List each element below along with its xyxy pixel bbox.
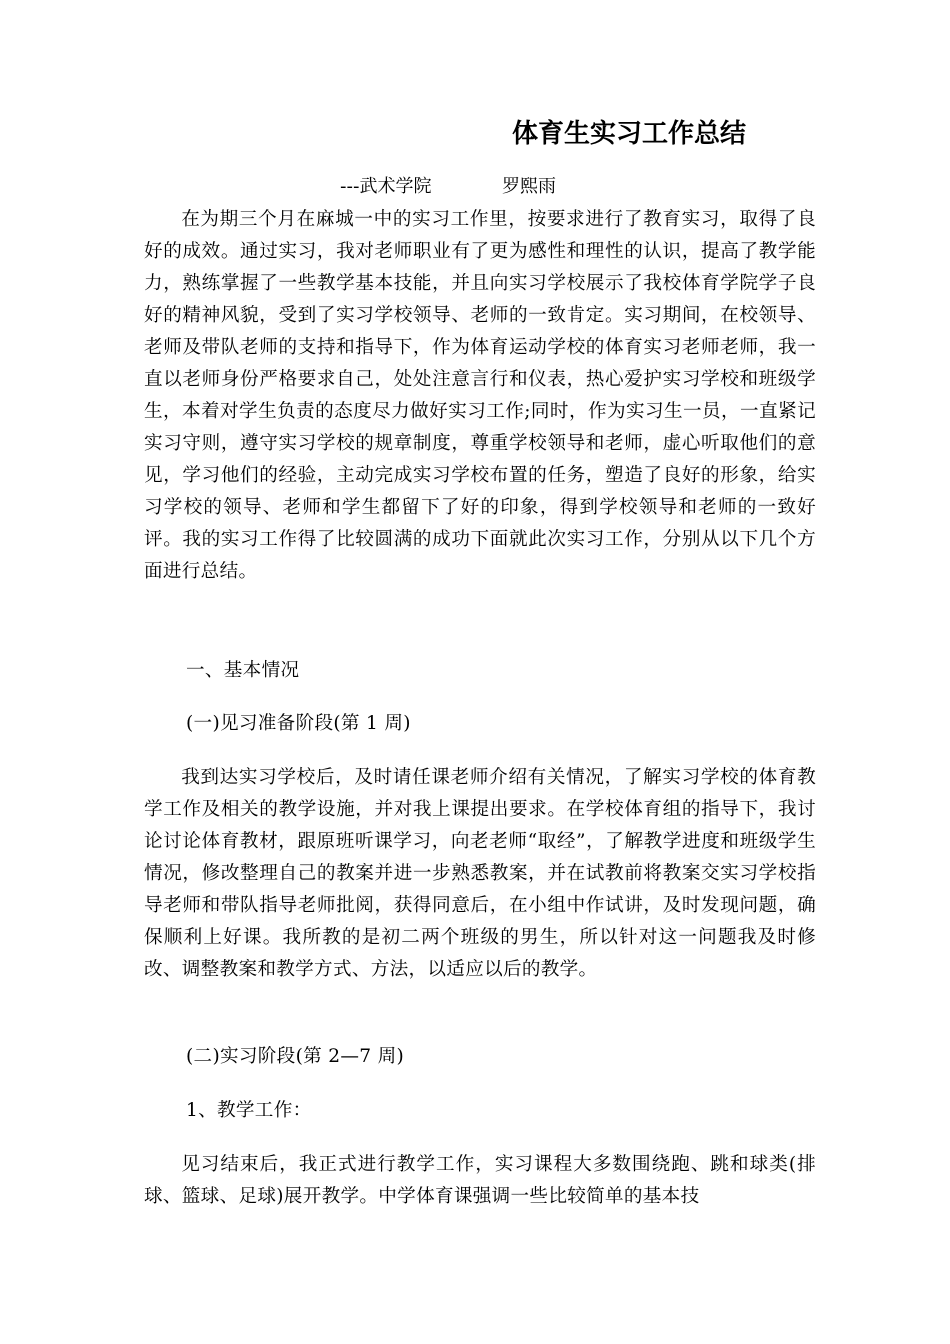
preparation-paragraph: 我到达实习学校后，及时请任课老师介绍有关情况，了解实习学校的体育教学工作及相关的教学设施，并对我上课提出要求。在学校体育组的指导下，我讨论讨论体育教材，跟原班听课学习，向老老师“取经”，了解教学进度和班级学生情况，修改整理自己的教案并进一步熟悉教案，并在试教前将教案交实习学校指导老师和带队指导老师批阅，获得同意后，在小组中作试讲，及时发现问题，确保顺利上好课。我所教的是初二两个班级的男生，所以针对这一问题我及时修改、调整教案和教学方式、方法，以适应以后的教学。 (144, 767, 816, 980)
section-heading-basic: 一、基本情况 (186, 660, 300, 681)
subsection-heading-preparation: (一)见习准备阶段(第 1 周) (186, 713, 411, 734)
byline-author: 罗熙雨 (502, 176, 556, 197)
item-heading-teaching: 1、教学工作： (186, 1100, 312, 1121)
subsection-heading-internship: (二)实习阶段(第 2—7 周) (186, 1046, 405, 1067)
document-title: 体育生实习工作总结 (512, 119, 747, 149)
intro-paragraph: 在为期三个月在麻城一中的实习工作里，按要求进行了教育实习，取得了良好的成效。通过实习，我对老师职业有了更为感性和理性的认识，提高了教学能力，熟练掌握了一些教学基本技能，并且向实习学校展示了我校体育学院学子良好的精神风貌，受到了实习学校领导、老师的一致肯定。实习期间，在校领导、老师及带队老师的支持和指导下，作为体育运动学校的体育实习老师老师，我一直以老师身份严格要求自己，处处注意言行和仪表，热心爱护实习学校和班级学生，本着对学生负责的态度尽力做好实习工作;同时，作为实习生一员，一直紧记实习守则，遵守实习学校的规章制度，尊重学校领导和老师，虚心听取他们的意见，学习他们的经验，主动完成实习学校布置的任务，塑造了良好的形象，给实习学校的领导、老师和学生都留下了好的印象，得到学校领导和老师的一致好评。我的实习工作得了比较圆满的成功下面就此次实习工作，分别从以下几个方面进行总结。 (144, 209, 816, 582)
byline-school: ---武术学院 (340, 176, 432, 197)
teaching-paragraph: 见习结束后，我正式进行教学工作，实习课程大多数围绕跑、跳和球类(排球、篮球、足球)展开教学。中学体育课强调一些比较简单的基本技 (144, 1154, 816, 1207)
